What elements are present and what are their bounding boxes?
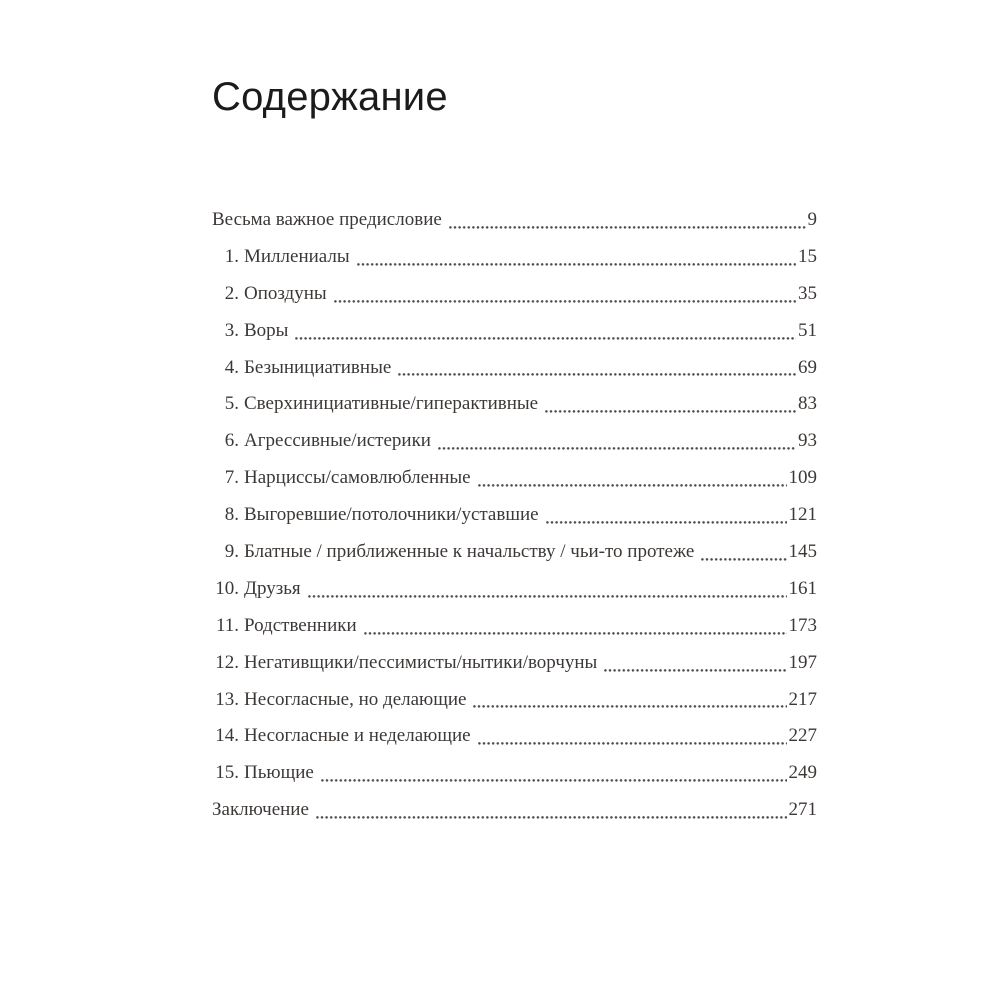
toc-entry-number: 2.	[224, 282, 239, 304]
toc-entry	[212, 460, 817, 497]
dot-leader	[694, 534, 788, 571]
toc-entry-label: Нарциссы/самовлюбленные	[244, 467, 471, 489]
toc-entry-number: 15.	[215, 762, 239, 784]
toc-entry-page: 173	[788, 614, 817, 636]
dot-leader	[431, 423, 798, 460]
toc-entry	[212, 313, 817, 350]
toc-entry-page: 197	[788, 651, 817, 673]
toc-entry	[212, 682, 817, 719]
toc-entry	[212, 718, 817, 755]
toc-entry-label: Несогласные, но делающие	[244, 688, 467, 710]
toc-entry	[212, 386, 817, 423]
toc-entry	[212, 645, 817, 682]
toc-list	[212, 202, 817, 829]
toc-entry-number: 7.	[224, 467, 239, 489]
toc-entry	[212, 350, 817, 387]
toc-entry-label: Блатные / приближенные к начальству / чьи-то протеже	[244, 541, 695, 563]
toc-entry-number: 8.	[224, 504, 239, 526]
toc-entry-label: Заключение	[212, 799, 309, 821]
toc-entry-label: Выгоревшие/потолочники/уставшие	[244, 504, 539, 526]
dot-leader	[471, 460, 789, 497]
toc-entry-label: Весьма важное предисловие	[212, 209, 442, 230]
toc-entry-label: Сверхинициативные/гиперактивные	[244, 393, 539, 415]
toc-entry-number: 5.	[224, 393, 239, 415]
toc-entry-label: Безынициативные	[244, 356, 392, 378]
dot-leader	[288, 313, 798, 350]
toc-entry-page: 51	[798, 319, 817, 341]
toc-entry	[212, 755, 817, 792]
toc-entry-number: 14.	[215, 725, 239, 747]
toc-entry-page: 161	[788, 577, 817, 599]
toc-entry-label: Опоздуны	[244, 282, 327, 304]
toc-entry-number: 12.	[215, 651, 239, 673]
toc-entry-page: 69	[798, 356, 817, 378]
toc-entry-page: 217	[788, 688, 817, 710]
dot-leader	[442, 202, 808, 239]
toc-entry	[212, 497, 817, 534]
toc-entry-page: 249	[788, 762, 817, 784]
toc-entry	[212, 239, 817, 276]
toc-entry-number: 9.	[224, 541, 239, 563]
toc-entry-page: 271	[788, 799, 817, 821]
toc-entry-label: Несогласные и неделающие	[244, 725, 471, 747]
dot-leader	[597, 645, 788, 682]
toc-entry-number: 6.	[224, 430, 239, 452]
dot-leader	[301, 571, 789, 608]
toc-entry-number: 11.	[215, 614, 239, 636]
toc-entry-page: 121	[788, 504, 817, 526]
toc-entry-page: 109	[788, 467, 817, 489]
toc-entry-page: 83	[798, 393, 817, 415]
dot-leader	[357, 608, 789, 645]
dot-leader	[309, 792, 789, 829]
toc-entry-page: 145	[788, 541, 817, 563]
toc-entry-label: Пьющие	[244, 762, 314, 784]
toc-entry-page: 227	[788, 725, 817, 747]
dot-leader	[327, 276, 798, 313]
toc-entry-label: Родственники	[244, 614, 357, 636]
toc-entry-number: 1.	[224, 245, 239, 267]
toc-entry	[212, 571, 817, 608]
toc-entry-page: 9	[807, 209, 817, 230]
toc-entry-number: 10.	[215, 577, 239, 599]
dot-leader	[350, 239, 798, 276]
toc-entry-label: Воры	[244, 319, 289, 341]
toc-entry	[212, 423, 817, 460]
toc-entry-number: 4.	[224, 356, 239, 378]
toc-entry-page: 15	[798, 245, 817, 267]
toc-entry-number: 3.	[224, 319, 239, 341]
page-title: Содержание	[212, 75, 448, 119]
toc-entry-number: 13.	[215, 688, 239, 710]
toc-entry-label: Негативщики/пессимисты/нытики/ворчуны	[244, 651, 598, 673]
toc-entry	[212, 792, 817, 829]
dot-leader	[471, 718, 789, 755]
toc-entry-page: 93	[798, 430, 817, 452]
toc-entry-label: Агрессивные/истерики	[244, 430, 431, 452]
dot-leader	[539, 497, 789, 534]
toc-entry	[212, 534, 817, 571]
toc-entry-page: 35	[798, 282, 817, 304]
toc-entry	[212, 202, 817, 239]
toc-entry-label: Миллениалы	[244, 245, 350, 267]
toc-entry-label: Друзья	[244, 577, 301, 599]
dot-leader	[391, 350, 798, 387]
toc-entry	[212, 276, 817, 313]
dot-leader	[466, 682, 788, 719]
toc-entry	[212, 608, 817, 645]
dot-leader	[314, 755, 789, 792]
dot-leader	[538, 386, 798, 423]
